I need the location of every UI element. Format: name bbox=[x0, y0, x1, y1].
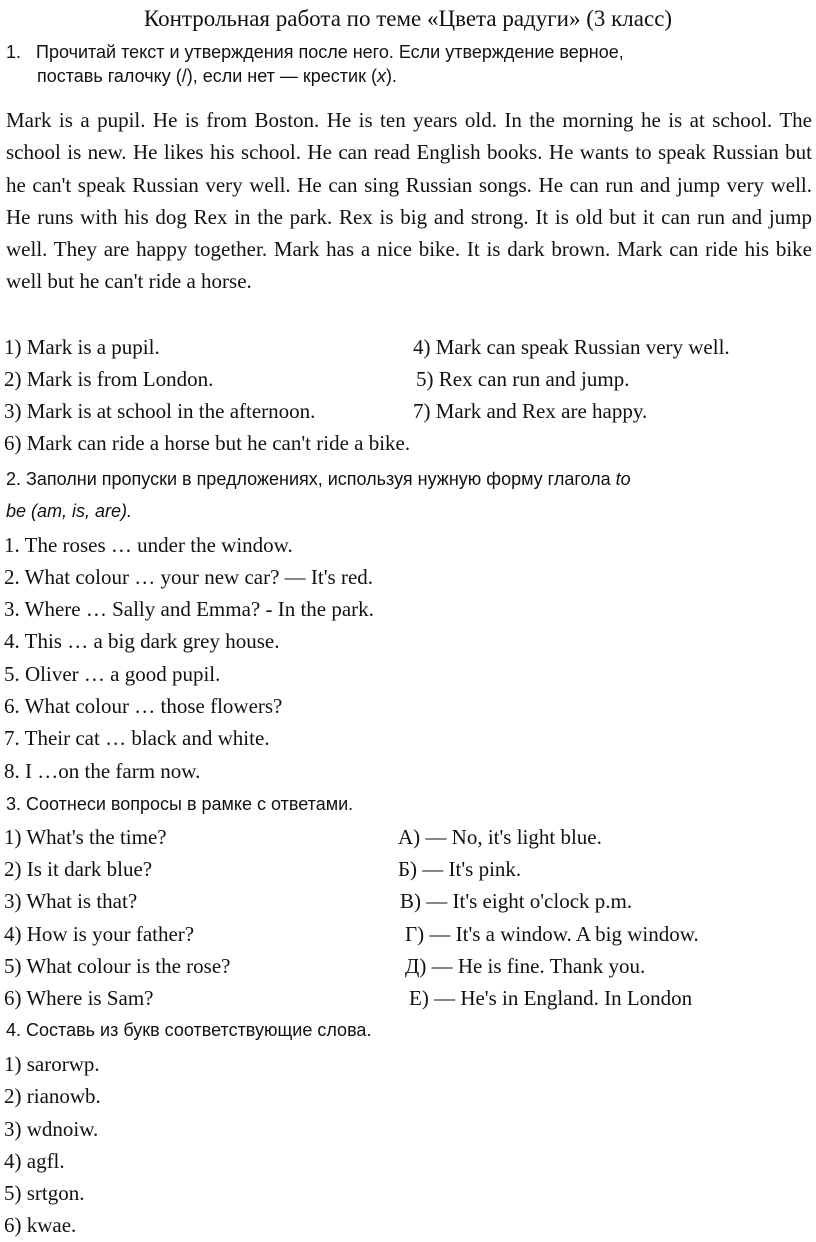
task2-instruction-text: 2. Заполни пропуски в предложениях, используя нужную форму глагола bbox=[6, 469, 616, 489]
task4-item-4: 4) agfl. bbox=[4, 1149, 65, 1173]
reading-text: Mark is a pupil. He is from Boston. He is ten years old. In the morning he is at school. The school is new. He likes his school. He can read English books. He wants to speak Russian but he can't speak Russian very well. He can sing Russian songs. He can run and jump very well. He runs with his dog Rex in the park. Rex is big and strong. It is old but it can run and jump well. They are happy together. Mark has a nice bike. It is dark brown. Mark can ride his bike well but he can't ride a horse. bbox=[6, 108, 812, 294]
task3-question-1: 1) What's the time? bbox=[4, 825, 167, 849]
task4-item-2: 2) rianowb. bbox=[4, 1084, 101, 1108]
task1-instruction-line2 bbox=[6, 64, 810, 88]
task3-answer-v: В) — It's eight o'clock p.m. bbox=[400, 889, 633, 913]
page-title: Контрольная работа по теме «Цвета радуги» (3 класс) bbox=[143, 6, 673, 31]
task3-answer-d: Д) — He is fine. Thank you. bbox=[405, 954, 646, 978]
task4-item-6: 6) kwae. bbox=[4, 1213, 77, 1237]
task3-answer-b: Б) — It's pink. bbox=[398, 857, 522, 881]
statement-5: 5) Rex can run and jump. bbox=[416, 367, 630, 391]
task1-instruction-line1: Прочитай текст и утверждения после него. Если утверждение верное, bbox=[36, 42, 624, 62]
task2-item-8: 8. I …on the farm now. bbox=[4, 759, 201, 783]
task2-item-3: 3. Where … Sally and Emma? - In the park. bbox=[4, 597, 374, 621]
task3-instruction: 3. Соотнеси вопросы в рамке с ответами. bbox=[6, 794, 354, 814]
task2-instruction bbox=[6, 463, 812, 527]
statement-6: 6) Mark can ride a horse but he can't ride a bike. bbox=[4, 431, 411, 455]
statement-7: 7) Mark and Rex are happy. bbox=[413, 399, 648, 423]
task2-instruction-verb: to bbox=[615, 469, 631, 489]
task4-instruction: 4. Составь из букв соответствующие слова. bbox=[6, 1020, 372, 1040]
task2-item-4: 4. This … a big dark grey house. bbox=[4, 629, 280, 653]
task2-item-2: 2. What colour … your new car? — It's red. bbox=[4, 565, 374, 589]
task3-question-2: 2) Is it dark blue? bbox=[4, 857, 153, 881]
task4-item-1: 1) sarorwp. bbox=[4, 1052, 100, 1076]
task3-answer-e: Е) — He's in England. In London bbox=[409, 986, 693, 1010]
task3-question-6: 6) Where is Sam? bbox=[4, 986, 154, 1010]
task2-item-1: 1. The roses … under the window. bbox=[4, 533, 293, 557]
task1-instruction-line2-a: поставь галочку (/), если нет — крестик ( bbox=[37, 66, 377, 86]
task3-answer-g: Г) — It's a window. A big window. bbox=[405, 922, 699, 946]
task3-question-3: 3) What is that? bbox=[4, 889, 138, 913]
statement-4: 4) Mark can speak Russian very well. bbox=[413, 335, 730, 359]
task1-instruction-cross-symbol: x bbox=[376, 66, 386, 86]
task1-instruction bbox=[6, 40, 810, 88]
task2-instruction-forms: be (am, is, are). bbox=[6, 501, 133, 521]
task4-item-3: 3) wdnoiw. bbox=[4, 1117, 99, 1141]
statement-3: 3) Mark is at school in the afternoon. bbox=[4, 399, 316, 423]
task4-item-5: 5) srtgon. bbox=[4, 1181, 85, 1205]
task2-item-6: 6. What colour … those flowers? bbox=[4, 694, 283, 718]
task3-answer-a: А) — No, it's light blue. bbox=[398, 825, 602, 849]
task2-item-7: 7. Their cat … black and white. bbox=[4, 726, 270, 750]
task3-question-4: 4) How is your father? bbox=[4, 922, 195, 946]
task3-question-5: 5) What colour is the rose? bbox=[4, 954, 231, 978]
statement-2: 2) Mark is from London. bbox=[4, 367, 214, 391]
task1-number: 1. bbox=[6, 42, 22, 62]
task1-instruction-line2-b: ). bbox=[385, 66, 397, 86]
task2-item-5: 5. Oliver … a good pupil. bbox=[4, 662, 221, 686]
statement-1: 1) Mark is a pupil. bbox=[4, 335, 160, 359]
